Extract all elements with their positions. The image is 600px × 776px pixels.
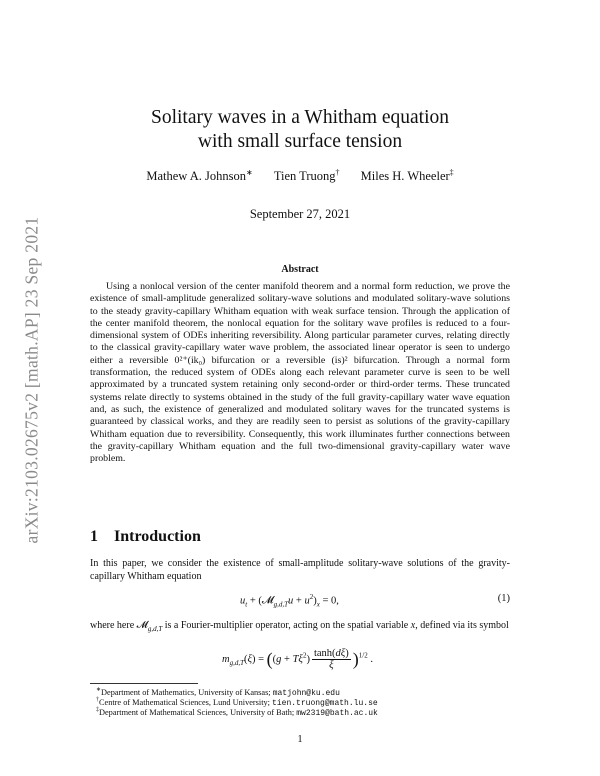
footnote-1: ∗Department of Mathematics, University of Kansas; matjohn@ku.edu (96, 687, 340, 698)
equation-1-number: (1) (497, 593, 510, 604)
page-number: 1 (297, 734, 303, 745)
author-1: Mathew A. Johnson∗ (146, 168, 253, 184)
equation-symbol (90, 648, 510, 684)
equation-symbol-body: $m_{g,d,T}(\xi) = ((g + T\xi^2)$ $\frac{\tanh(d\xi)}{\xi}$ )$^{1/2}$ . (222, 648, 373, 671)
paper-title-line-1: Solitary waves in a Whitham equation (150, 107, 450, 128)
arxiv-sidebar-stamp (12, 200, 52, 560)
footnote-3: ‡Department of Mathematical Sciences, University of Bath; mw2319@bath.ac.uk (96, 707, 378, 718)
footnote-2-email[interactable]: tien.truong@math.lu.se (272, 698, 378, 708)
paper-title-line-2: with small surface tension (197, 131, 403, 152)
author-3: Miles H. Wheeler‡ (360, 168, 454, 184)
arxiv-identifier: arXiv:2103.02675v2 [math.AP] 23 Sep 2021 (21, 216, 42, 544)
intro-paragraph-1: In this paper, we consider the existence of small-amplitude solitary-wave solutions of the gravity-capillary Whitham equation (90, 558, 510, 582)
author-3-mark: ‡ (449, 168, 454, 177)
intro-paragraph-2: where here 𝓜$_{g,d,T}$ is a Fourier-multiplier operator, acting on the spatial variable x, defined via its symbol (90, 620, 509, 633)
equation-1-body: $u_t$ + (𝓜$_{g,d,T}$u + $u^2)_x = 0$, (240, 593, 339, 609)
abstract-heading: Abstract (281, 264, 319, 275)
paper-date: September 27, 2021 (249, 207, 351, 221)
author-2: Tien Truong† (273, 168, 340, 184)
abstract-body: Using a nonlocal version of the center manifold theorem and a normal form reduction, we prove the existence of small-amplitude generalized solitary-wave solutions and modulated solitary-wave solutions to the steady gravity-capillary Whitham equation with weak surface tension. Through the application of the center manifold theorem, the nonlocal equation for the solitary wave profiles is reduced to a four-dimensional system of ODEs inheriting reversibility. Along particular parameter curves, relating directly to the classical gravity-capillary water wave problem, the associated linear operator is seen to undergo either a reversible 0²⁺(ik₀) bifurcation or a reversible (is)² bifurcation. Through a normal form transformation, the reduced system of ODEs along each relevant parameter curve is seen to be well approximated by a truncated system retaining only second-order or third-order terms. These truncated systems relate directly to systems obtained in the study of the full gravity-capillary water wave equation and, as such, the existence of generalized and modulated solitary waves for the truncated systems is guaranteed by classical works, and they are readily seen to persist as solutions of the gravity-capillary Whitham equation due to reversibility. Consequently, this work illuminates further connections between the gravity-capillary Whitham equation and the full two-dimensional gravity-capillary water wave problem. (90, 281, 510, 465)
section-number: 1 (90, 528, 98, 545)
author-2-mark: † (335, 168, 340, 177)
section-heading (90, 528, 201, 546)
footnote-1-email[interactable]: matjohn@ku.edu (272, 688, 340, 698)
author-1-mark: ∗ (245, 168, 253, 177)
footnote-divider (90, 683, 198, 684)
footnote-3-email[interactable]: mw2319@bath.ac.uk (296, 708, 378, 718)
footnote-2: †Centre of Mathematical Sciences, Lund University; tien.truong@math.lu.se (96, 697, 378, 708)
author-list (0, 168, 600, 184)
section-title: Introduction (114, 528, 201, 545)
